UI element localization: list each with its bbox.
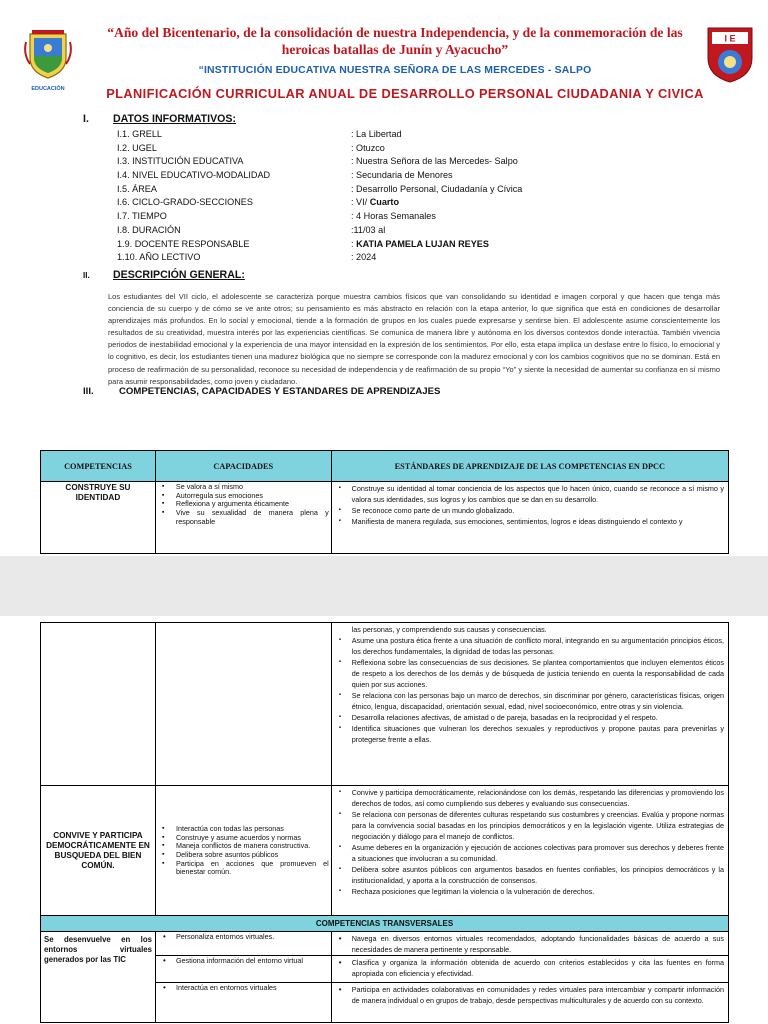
competency-cell-empty bbox=[41, 623, 156, 786]
tic-standard-2: • Clasifica y organiza la información obtenida de acuerdo con criterios establecidos y cita las fuentes en forma apropiada con eficiencia y efectividad. bbox=[331, 956, 728, 983]
competencies-table bbox=[40, 450, 729, 554]
list-item: ▪ Maneja conflictos de manera constructiva. bbox=[160, 842, 329, 851]
list-item: ▪ Desarrolla relaciones afectivas, de amistad o de pareja, basadas en la reciprocidad y el respeto. bbox=[336, 712, 724, 723]
general-description: Los estudiantes del VII ciclo, el adolescente se caracteriza porque muestra cambios físicos que van consolidando su identidad e imagen corporal y que hacen que tenga más conciencia de su cuerpo y de cómo se ve ante otros; su pensamiento es más abstracto en relación con la etapa anterior, lo que significa que está en condiciones de desarrollar aprendizajes más profundos. En lo social y emocional, tiende a la formación de grupos en los cuales puede expresarse y sentirse bien. El adolescente asume conscientemente los resultados de su creatividad, muestra interés por las experiencias científicas. Se comunica de manera libre y autónoma en los diversos contextos donde interactúa. También vivencia periodos de inestabilidad emocional y la experiencia de una mayor intensidad en la expresión de los sentimientos. Por ello, esta etapa implica un desfase entre lo físico, lo emocional y lo cognitivo, es decir, los estudiantes tienen una madurez biológica que no siempre se corresponde con la madurez emocional y con los cambios cognitivos que no se dominan. Está en proceso de reafirmación de su personalidad, reconoce su necesidad de independencia y de reafirmación de su propio “Yo” y siente la necesidad de aumentar su confianza en sí mismo para asumir responsabilidades, como joven y ciudadano. bbox=[108, 292, 720, 386]
section-3-heading: III. COMPETENCIAS, CAPACIDADES Y ESTANDARES DE APRENDIZAJES bbox=[83, 386, 441, 397]
tic-capacity-2: • Gestiona información del entorno virtual bbox=[155, 956, 331, 983]
list-item: ▪ Rechaza posiciones que legitiman la violencia o la vulneración de derechos. bbox=[336, 886, 724, 897]
transversal-competencies-header: COMPETENCIAS TRANSVERSALES bbox=[41, 916, 729, 932]
list-item: ▪ Participa en acciones que promueven el bienestar común. bbox=[160, 860, 329, 877]
info-value: : Desarrollo Personal, Ciudadanía y Cívica bbox=[351, 183, 523, 194]
school-logo bbox=[705, 24, 755, 84]
list-item: ▪ Delibera sobre asuntos públicos bbox=[160, 851, 329, 860]
list-item: ▪ Convive y participa democráticamente, relacionándose con los demás, respetando las diferencias y promoviendo los derechos de todos, así como cumpliendo sus deberes y evaluando sus consecuencias. bbox=[336, 787, 724, 809]
list-item: ▪ Se relaciona con personas de diferentes culturas respetando sus costumbres y creencias. Evalúa y propone normas para la convivencia social basadas en los principios democráticos y en la legislación vigente. Utiliza estrategias de negociación y diálogo para el manejo de conflictos. bbox=[336, 809, 724, 842]
competency-identidad: CONSTRUYE SU IDENTIDAD bbox=[41, 482, 156, 554]
info-label: I.6. CICLO-GRADO-SECCIONES bbox=[117, 197, 253, 208]
capacities-cell-empty bbox=[155, 623, 331, 786]
header-competencias: COMPETENCIAS bbox=[41, 451, 156, 482]
info-label: I.1. GRELL bbox=[117, 129, 162, 139]
info-value: : KATIA PAMELA LUJAN REYES bbox=[351, 238, 489, 249]
info-label: I.7. TIEMPO bbox=[117, 211, 167, 222]
continued-lead-text: las personas, y comprendiendo sus causas y consecuencias. bbox=[351, 625, 547, 634]
list-item: ▪ Manifiesta de manera regulada, sus emociones, sentimientos, logros e ideas distinguiendo el contexto y bbox=[336, 516, 724, 527]
capacities-convive bbox=[155, 786, 331, 916]
info-value: : 2024 bbox=[351, 252, 377, 263]
competency-tic: Se desenvuelve en los entornos virtuales generados por las TIC bbox=[41, 932, 156, 1023]
list-item: ▪ Interactúa con todas las personas bbox=[160, 825, 329, 834]
document-page-2 bbox=[0, 616, 768, 1024]
list-item: ▪ Autorregula sus emociones bbox=[160, 492, 329, 501]
competency-convive: CONVIVE Y PARTICIPA DEMOCRÁTICAMENTE EN BUSQUEDA DEL BIEN COMÚN. bbox=[41, 786, 156, 916]
info-value: :11/03 al bbox=[351, 224, 386, 235]
plan-title: PLANIFICACIÓN CURRICULAR ANUAL DE DESARROLLO PERSONAL CIUDADANIA Y CIVICA bbox=[106, 86, 704, 101]
info-label: I.8. DURACIÓN bbox=[117, 224, 181, 235]
list-item: ▪ Reflexiona y argumenta éticamente bbox=[160, 500, 329, 509]
standards-identidad bbox=[331, 482, 728, 554]
competencies-table-continued bbox=[40, 622, 729, 1023]
section-1-heading: I. DATOS INFORMATIVOS: bbox=[83, 113, 237, 125]
standards-identidad-continued bbox=[331, 623, 728, 786]
school-logo-text: I E bbox=[724, 33, 736, 44]
national-motto: “Año del Bicentenario, de la consolidación de nuestra Independencia, y de la conmemoración de las heroicas batallas de Junín y Ayacucho” bbox=[107, 25, 683, 57]
standards-convive bbox=[331, 786, 728, 916]
logo-left-caption: EDUCACIÓN bbox=[31, 86, 65, 92]
info-value: : Secundaria de Menores bbox=[351, 170, 453, 181]
info-value: : 4 Horas Semanales bbox=[351, 211, 436, 222]
header-estandares: ESTÁNDARES DE APRENDIZAJE DE LAS COMPETENCIAS EN DPCC bbox=[331, 451, 728, 482]
school-name: “INSTITUCIÓN EDUCATIVA NUESTRA SEÑORA DE LAS MERCEDES - SALPO bbox=[198, 65, 592, 76]
info-label: I.2. UGEL bbox=[117, 142, 157, 153]
list-item: ▪ Asume deberes en la organización y ejecución de acciones colectivas para promover sus derechos y deberes frente a situaciones que involucran a su comunidad. bbox=[336, 842, 724, 864]
tic-standard-3: • Participa en actividades colaborativas en comunidades y redes virtuales para intercambiar y compartir información de manera individual o en grupos de trabajo, desde perspectivas multiculturales y de acuerdo con su contexto. bbox=[331, 983, 728, 1023]
info-value: : Otuzco bbox=[351, 142, 385, 153]
info-value: : Nuestra Señora de las Mercedes- Salpo bbox=[351, 156, 518, 167]
list-item: ▪ Se relaciona con las personas bajo un marco de derechos, sin discriminar por género, características físicas, origen étnico, lengua, discapacidad, orientación sexual, edad, nivel socioeconómico, entre otras y sin violencia. bbox=[336, 690, 724, 712]
list-item: ▪ Asume una postura ética frente a una situación de conflicto moral, integrando en su argumentación principios éticos, los derechos fundamentales, la dignidad de todas las personas. bbox=[336, 635, 724, 657]
info-label: 1.10. AÑO LECTIVO bbox=[117, 252, 201, 263]
tic-capacity-1: • Personaliza entornos virtuales. bbox=[155, 932, 331, 956]
tic-capacity-3: • Interactúa en entornos virtuales bbox=[155, 983, 331, 1023]
list-item: ▪ Se valora a sí mismo bbox=[160, 483, 329, 492]
capacities-identidad bbox=[155, 482, 331, 554]
info-label: I.3. INSTITUCIÓN EDUCATIVA bbox=[117, 156, 244, 167]
list-item: ▪ Identifica situaciones que vulneran los derechos sexuales y reproductivos y propone pautas para prevenirlas y protegerse frente a ellas. bbox=[336, 723, 724, 745]
info-value: : VI/ Cuarto bbox=[351, 197, 400, 208]
list-item: ▪ Vive su sexualidad de manera plena y responsable bbox=[160, 509, 329, 526]
info-label: 1.9. DOCENTE RESPONSABLE bbox=[117, 238, 250, 249]
list-item: ▪ Construye y asume acuerdos y normas bbox=[160, 834, 329, 843]
section-2-heading: II. DESCRIPCIÓN GENERAL: bbox=[83, 269, 245, 281]
list-item: ▪ Delibera sobre asuntos públicos con argumentos basados en fuentes confiables, los principios democráticos y la institucionalidad, y aporta a la construcción de consensos. bbox=[336, 864, 724, 886]
list-item: ▪ Reflexiona sobre las consecuencias de sus decisiones. Se plantea comportamientos que incluyen elementos éticos de respeto a los derechos de los demás y de búsqueda de justicia teniendo en cuenta la responsabilidad de cada quien por sus acciones. bbox=[336, 657, 724, 690]
regional-education-logo bbox=[22, 28, 74, 86]
list-item: ▪ Construye su identidad al tomar conciencia de los aspectos que lo hacen único, cuando se reconoce a sí mismo y valora sus identidades, sus logros y los cambios que se dan en su desarrollo. bbox=[336, 483, 724, 505]
info-label: I.5. ÁREA bbox=[117, 183, 157, 194]
list-item: ▪ Se reconoce como parte de un mundo globalizado. bbox=[336, 505, 724, 516]
info-value: : La Libertad bbox=[351, 129, 402, 139]
header-capacidades: CAPACIDADES bbox=[155, 451, 331, 482]
tic-standard-1: • Navega en diversos entornos virtuales recomendados, adoptando funcionalidades básicas de acuerdo a sus necesidades de manera pertinente y responsable. bbox=[331, 932, 728, 956]
info-label: I.4. NIVEL EDUCATIVO-MODALIDAD bbox=[117, 170, 271, 181]
